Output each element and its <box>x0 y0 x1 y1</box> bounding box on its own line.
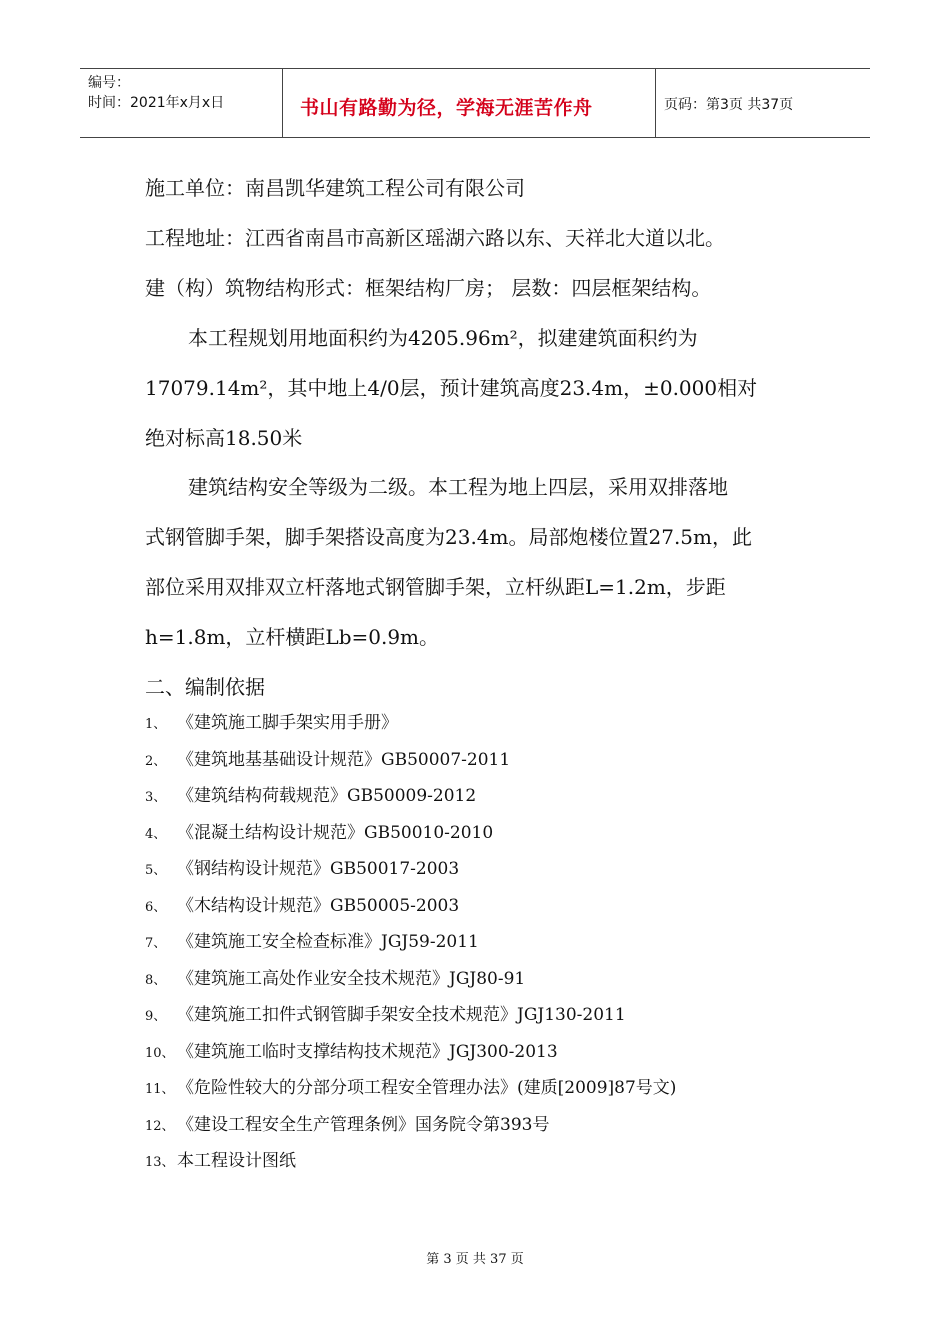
paragraph-area-line-3: 绝对标高18.50米 <box>145 426 303 450</box>
header-meta-cell <box>80 69 283 137</box>
list-item-number: 11、 <box>145 1082 175 1097</box>
page-header <box>80 68 870 138</box>
list-item-text: 《建筑施工扣件式钢管脚手架安全技术规范》JGJ130-2011 <box>177 1005 626 1025</box>
list-item-text: 《建筑施工临时支撑结构技术规范》JGJ300-2013 <box>177 1041 558 1062</box>
list-item-text: 《建筑施工脚手架实用手册》 <box>177 713 398 733</box>
list-item-number: 2、 <box>145 753 167 769</box>
list-item-text: 《建筑施工高处作业安全技术规范》JGJ80-91 <box>177 968 526 989</box>
paragraph-structure-line-4: h=1.8m，立杆横距Lb=0.9m。 <box>145 625 440 649</box>
list-item <box>145 708 398 733</box>
list-item <box>145 927 479 952</box>
list-item <box>145 781 476 806</box>
list-item <box>145 1073 676 1098</box>
header-page-cell <box>656 69 870 137</box>
list-item-number: 12、 <box>145 1118 175 1134</box>
doc-number-label: 编号： <box>88 75 130 91</box>
list-item-number: 13、 <box>145 1155 175 1170</box>
list-item-text: 《建设工程安全生产管理条例》国务院令第393号 <box>177 1114 550 1135</box>
list-item-number: 6、 <box>145 899 167 915</box>
list-item-number: 8、 <box>145 972 167 988</box>
paragraph-area-line-1: 本工程规划用地面积约为4205.96m²，拟建建筑面积约为 <box>188 326 698 350</box>
list-item <box>145 854 459 879</box>
list-item-number: 3、 <box>145 790 167 805</box>
construction-unit: 施工单位：南昌凯华建筑工程公司有限公司 <box>145 176 525 200</box>
list-item <box>145 1000 626 1025</box>
list-item <box>145 745 510 770</box>
header-motto: 书山有路勤为径，学海无涯苦作舟 <box>300 97 593 119</box>
list-item-text: 《建筑地基基础设计规范》GB50007-2011 <box>177 749 511 770</box>
header-motto-cell <box>283 69 656 137</box>
list-item-number: 1、 <box>145 717 167 732</box>
section-heading: 二、编制依据 <box>145 675 265 699</box>
list-item-text: 《危险性较大的分部分项工程安全管理办法》(建质[2009]87号文) <box>177 1078 677 1098</box>
header-page-code: 页码：第3页 共37页 <box>664 97 794 113</box>
list-item-number: 10、 <box>145 1045 175 1061</box>
paragraph-structure-line-1: 建筑结构安全等级为二级。本工程为地上四层，采用双排落地 <box>188 475 728 499</box>
list-item-text: 《木结构设计规范》GB50005-2003 <box>177 895 460 916</box>
list-item <box>145 1146 296 1171</box>
project-address: 工程地址：江西省南昌市高新区瑶湖六路以东、天祥北大道以北。 <box>145 226 725 250</box>
paragraph-structure-line-2: 式钢管脚手架，脚手架搭设高度为23.4m。局部炮楼位置27.5m，此 <box>145 525 752 549</box>
list-item-text: 《混凝土结构设计规范》GB50010-2010 <box>177 822 494 843</box>
list-item-text: 《钢结构设计规范》GB50017-2003 <box>177 859 460 879</box>
page-footer: 第 3 页 共 37 页 <box>426 1252 524 1267</box>
doc-date: 时间：2021年x月x日 <box>88 95 225 111</box>
list-item <box>145 1037 558 1062</box>
list-item-text: 本工程设计图纸 <box>177 1151 296 1171</box>
list-item <box>145 1110 549 1135</box>
list-item-number: 4、 <box>145 826 167 842</box>
list-item-number: 9、 <box>145 1009 167 1024</box>
list-item-number: 7、 <box>145 936 167 951</box>
list-item-number: 5、 <box>145 863 167 878</box>
paragraph-area-line-2: 17079.14m²，其中地上4/0层，预计建筑高度23.4m，±0.000相对 <box>145 376 758 400</box>
list-item-text: 《建筑结构荷载规范》GB50009-2012 <box>177 786 477 806</box>
list-item-text: 《建筑施工安全检查标准》JGJ59-2011 <box>177 932 479 952</box>
list-item <box>145 891 459 916</box>
structure-form: 建（构）筑物结构形式：框架结构厂房； 层数：四层框架结构。 <box>145 276 712 300</box>
list-item <box>145 818 493 843</box>
list-item <box>145 964 525 989</box>
paragraph-structure-line-3: 部位采用双排双立杆落地式钢管脚手架，立杆纵距L=1.2m，步距 <box>145 575 726 599</box>
